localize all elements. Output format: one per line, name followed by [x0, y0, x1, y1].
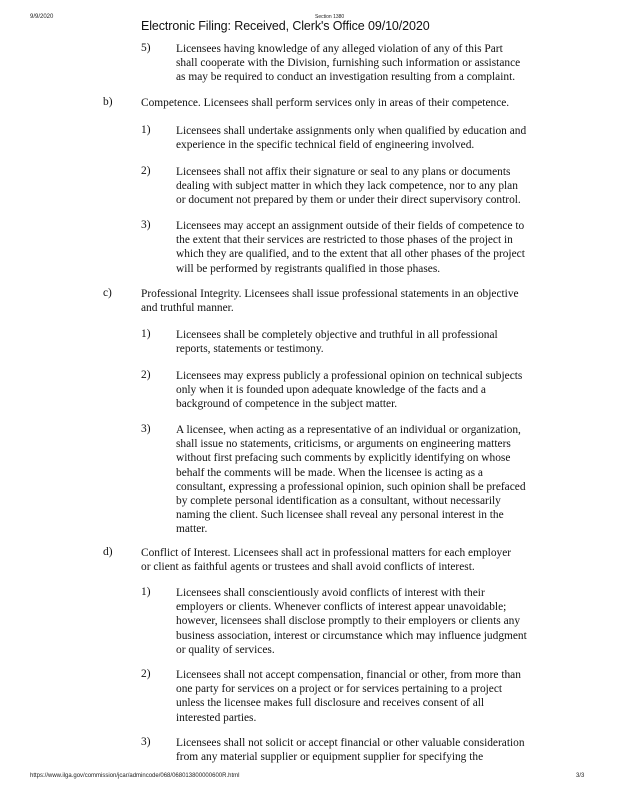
item-number: c)	[103, 287, 112, 299]
item-number: b)	[103, 96, 113, 108]
text-line: matter.	[176, 523, 208, 536]
paragraph-b2	[176, 165, 521, 208]
item-number: 1)	[141, 586, 151, 598]
section-tag: Section 1380	[315, 14, 345, 20]
item-number: 3)	[141, 423, 151, 435]
paragraph-d3	[176, 736, 525, 764]
print-date: 9/9/2020	[30, 14, 54, 20]
item-number: 3)	[141, 219, 151, 231]
text-line: by complete personal identification as a consultant, without necessarily	[176, 495, 501, 508]
text-line: A licensee, when acting as a representative of an individual or organization,	[176, 424, 521, 436]
item-number: 2)	[141, 668, 151, 680]
paragraph-d2	[176, 668, 521, 725]
text-line: the extent that their services are restricted to those phases of the project in	[176, 234, 513, 247]
text-line: which they are qualified, and to the extent that all other phases of the project	[176, 248, 525, 261]
paragraph-b	[141, 96, 509, 110]
paragraph-b1	[176, 124, 526, 152]
text-line: experience in the specific technical field of engineering involved.	[176, 139, 475, 152]
text-line: Licensees may express publicly a professional opinion on technical subjects	[176, 370, 523, 382]
item-number: 2)	[141, 165, 151, 177]
paragraph-d	[141, 546, 511, 574]
item-number: 3)	[141, 736, 151, 748]
text-line: one party for services on a project or for services pertaining to a project	[176, 683, 503, 696]
text-line: without first prefacing such comments by explicitly identifying on whose	[176, 452, 511, 465]
paragraph-c2	[176, 369, 522, 412]
item-number: 1)	[141, 124, 151, 136]
footer-page-number: 3/3	[576, 773, 585, 779]
text-line: reports, statements or testimony.	[176, 343, 324, 356]
text-line: Licensees shall not accept compensation, financial or other, from more than	[176, 669, 521, 681]
text-line: only when it is founded upon adequate knowledge of the facts and a	[176, 384, 486, 397]
text-line: Licensees shall not affix their signature or seal to any plans or documents	[176, 166, 511, 178]
text-line: Competence. Licensees shall perform services only in areas of their competence.	[141, 97, 510, 109]
text-line: as may be required to conduct an investigation resulting from a complaint.	[176, 71, 516, 84]
text-line: shall cooperate with the Division, furnishing such information or assistance	[176, 57, 521, 70]
text-line: consultant, expressing a professional opinion, such opinion shall be prefaced	[176, 480, 526, 493]
text-line: Licensees shall not solicit or accept financial or other valuable consideration	[176, 737, 525, 749]
text-line: and truthful manner.	[141, 302, 234, 315]
paragraph-a5	[176, 42, 520, 85]
item-number: 2)	[141, 369, 151, 381]
item-number: 5)	[141, 42, 151, 54]
text-line: Licensees shall be completely objective and truthful in all professional	[176, 329, 498, 341]
paragraph-d1	[176, 586, 527, 657]
text-line: interested parties.	[176, 711, 257, 724]
text-line: shall issue no statements, criticisms, or arguments on engineering matters	[176, 438, 511, 451]
item-number: 1)	[141, 328, 151, 340]
text-line: dealing with subject matter in which they lack competence, nor to any plan	[176, 180, 518, 193]
text-line: or client as faithful agents or trustees and shall avoid conflicts of interest.	[141, 561, 475, 574]
text-line: Licensees shall conscientiously avoid conflicts of interest with their	[176, 587, 485, 599]
paragraph-b3	[176, 219, 525, 276]
text-line: from any material supplier or equipment supplier for specifying the	[176, 751, 484, 764]
text-line: or quality of services.	[176, 643, 275, 656]
text-line: unless the licensee makes full disclosure and receives consent of all	[176, 697, 485, 710]
text-line: business association, interest or circumstance which may influence judgment	[176, 629, 527, 642]
text-line: however, licensees shall disclose promptly to their employers or clients any	[176, 615, 521, 628]
text-line: Licensees may accept an assignment outside of their fields of competence to	[176, 220, 525, 232]
footer-url: https://www.ilga.gov/commission/jcar/admincode/068/068013800000600R.html	[30, 773, 240, 779]
text-line: Conflict of Interest. Licensees shall act in professional matters for each employer	[141, 547, 512, 559]
text-line: behalf the comments will be made. When the licensee is acting as a	[176, 466, 483, 479]
paragraph-c	[141, 287, 519, 315]
text-line: will be performed by registrants qualified in those phases.	[176, 262, 441, 275]
text-line: naming the client. Such licensee shall reveal any personal interest in the	[176, 509, 504, 522]
text-line: Licensees having knowledge of any alleged violation of any of this Part	[176, 43, 503, 55]
filing-stamp: Electronic Filing: Received, Clerk's Office 09/10/2020	[141, 19, 430, 33]
text-line: background of competence in the subject matter.	[176, 398, 398, 411]
text-line: or document not prepared by them or under their direct supervisory control.	[176, 194, 521, 207]
paragraph-c1	[176, 328, 498, 356]
text-line: Licensees shall undertake assignments only when qualified by education and	[176, 125, 527, 137]
text-line: Professional Integrity. Licensees shall issue professional statements in an objective	[141, 288, 519, 300]
item-number: d)	[103, 546, 113, 558]
text-line: employers or clients. Whenever conflicts of interest appear unavoidable;	[176, 601, 507, 614]
paragraph-c3	[176, 423, 526, 537]
